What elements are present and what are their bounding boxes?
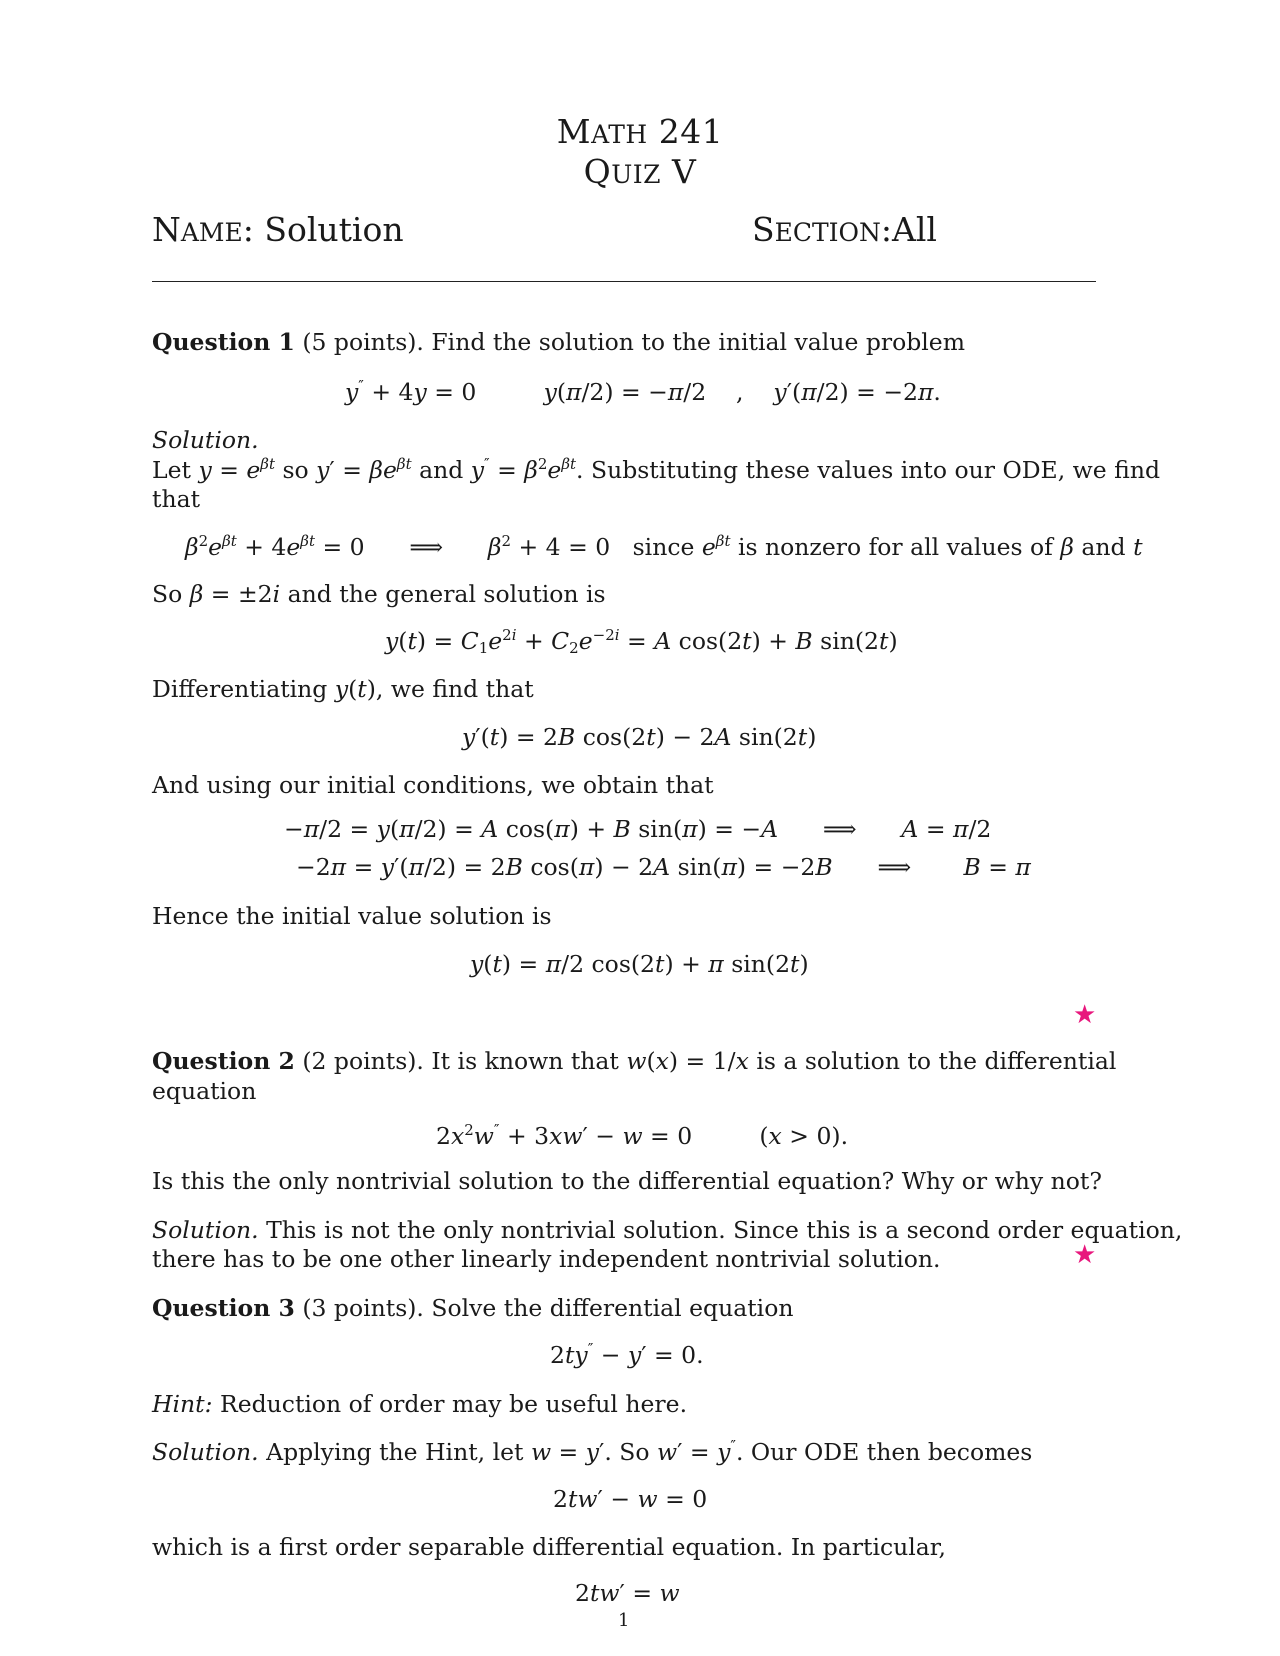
q3-hint — [152, 1390, 687, 1418]
star-icon: ★ — [1073, 1240, 1097, 1270]
star-icon: ★ — [1073, 1000, 1097, 1030]
q2-ode: $2x^2w'' + 3xw' - w = 0$ (x > 0). — [436, 1121, 849, 1150]
q3-ode: 2ty″ − y′ = 0. — [550, 1340, 704, 1369]
q3-reduced-ode: 2tw′ − w = 0 — [553, 1485, 708, 1513]
q3-separated: 2tw′ = w — [575, 1579, 680, 1607]
q1-final-solution: y(t) = π/2 cos(2t) + π sin(2t) — [470, 950, 809, 978]
q2-label: Question 2 — [152, 1047, 295, 1075]
q1-ivp: y″ + 4y = 0 y(π/2) = −π/2 , y′(π/2) = −2π. — [345, 377, 941, 406]
q2-solution-line1 — [152, 1216, 1182, 1244]
q1-solution-line1: Let $y = e^{\beta t}$ so $y' = \beta e^{\beta t}$ and $y'' = \beta^2e^{\beta t}$. Substituting these values into our ODE, we find — [152, 455, 1160, 484]
q3-prompt — [152, 1294, 793, 1322]
q2-solution-label: Solution. — [152, 1216, 259, 1244]
q1-beta-line: So β = ±2i and the general solution is — [152, 580, 606, 608]
q3-points: (3 points). — [302, 1294, 424, 1322]
q1-ic-line1: −π/2 = y(π/2) = A cos(π) + B sin(π) = −A ⟹ A = π/2 — [284, 815, 992, 843]
q1-points: (5 points). — [302, 328, 424, 356]
q1-differentiating: Differentiating y(t), we find that — [152, 675, 534, 703]
q3-solution-line1: Solution. Applying the Hint, let w = y′. So w′ = y″. Our ODE then becomes — [152, 1437, 1033, 1466]
q2-points: (2 points). — [302, 1047, 424, 1075]
header-divider — [152, 281, 1096, 282]
q1-hence: Hence the initial value solution is — [152, 902, 552, 930]
q1-text: Find the solution to the initial value problem — [431, 328, 966, 356]
q3-label: Question 3 — [152, 1294, 295, 1322]
quiz-title: QUIZ V — [583, 152, 697, 191]
q1-label: Question 1 — [152, 328, 295, 356]
name-value: Solution — [264, 210, 404, 249]
q3-hint-text: Reduction of order may be useful here. — [220, 1390, 688, 1418]
course-title: MATH 241 — [556, 112, 724, 151]
q1-general-solution: $y(t) = C_1e^{2i} + C_2e^{-2i} = A$ cos(2t) + B sin(2t) — [385, 626, 898, 657]
q3-solution-label: Solution. — [152, 1438, 259, 1466]
q2-solution-text1: This is not the only nontrivial solution. Since this is a second order equation, — [266, 1216, 1183, 1244]
q2-solution-line2: there has to be one other linearly independent nontrivial solution. — [152, 1245, 941, 1273]
q1-using-ic: And using our initial conditions, we obtain that — [152, 771, 714, 799]
q3-hint-label: Hint: — [152, 1390, 213, 1418]
q2-question: Is this the only nontrivial solution to the differential equation? Why or why not? — [152, 1167, 1102, 1195]
section-field: SECTION:All — [752, 210, 937, 249]
q1-characteristic: $\beta^2e^{\beta t} + 4e^{\beta t} = 0$ ⟹ $\beta^2 + 4 = 0$ since $e^{\beta t}$ is nonzero for all values of β and t — [185, 532, 1143, 561]
q3-text: Solve the differential equation — [431, 1294, 794, 1322]
q2-prompt: Question 2 (2 points). It is known that w(x) = 1/x is a solution to the differential — [152, 1047, 1117, 1075]
section-value: All — [892, 210, 937, 249]
q1-prompt — [152, 328, 965, 356]
q1-solution-line2: that — [152, 485, 201, 513]
q3-separable: which is a first order separable differential equation. In particular, — [152, 1533, 946, 1561]
page-number: 1 — [618, 1610, 630, 1631]
name-field: NAME: Solution — [152, 210, 404, 249]
q1-derivative: y′(t) = 2B cos(2t) − 2A sin(2t) — [462, 723, 817, 751]
q1-solution-label: Solution. — [152, 426, 259, 454]
q1-ic-line2: −2π = y′(π/2) = 2B cos(π) − 2A sin(π) = −2B ⟹ B = π — [296, 853, 1031, 881]
q2-equation-word: equation — [152, 1077, 257, 1105]
